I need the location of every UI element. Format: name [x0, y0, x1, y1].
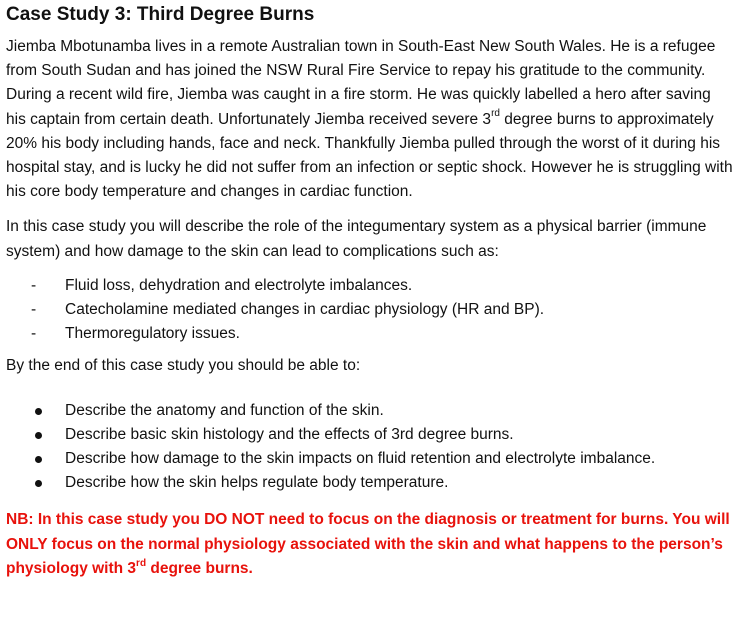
complication-item: - Catecholamine mediated changes in cardiac physiology (HR and BP).: [6, 298, 733, 322]
complications-list: [6, 274, 733, 347]
outcome-text: Describe how the skin helps regulate body temperature.: [65, 474, 449, 492]
outcomes-list: [6, 399, 733, 496]
bullet-icon: [35, 456, 42, 463]
bullet-icon: [35, 480, 42, 487]
outcome-item: [6, 423, 733, 447]
outcome-item: [6, 399, 733, 423]
page-title: Case Study 3: Third Degree Burns: [6, 4, 315, 25]
intro-text-end: degree burns to approximately 20% his body including hands, face and neck. Thankfully Jiemba pulled through the worst of it during his hospital stay, and is lucky he did not suffer from an infection or septic shock. However he is struggling with his core body temperature and changes in cardiac function.: [6, 110, 733, 201]
task-paragraph: In this case study you will describe the role of the integumentary system as a physical barrier (immune system) and how damage to the skin can lead to complications such as:: [6, 218, 707, 260]
complication-item: - Thermoregulatory issues.: [6, 322, 733, 346]
nb-note: [6, 508, 733, 581]
nb-superscript: rd: [136, 557, 147, 569]
outcome-text: Describe the anatomy and function of the skin.: [65, 401, 384, 419]
outcome-item: [6, 447, 733, 471]
outcome-text: Describe how damage to the skin impacts on fluid retention and electrolyte imbalance.: [65, 450, 656, 468]
bullet-icon: [35, 408, 42, 415]
intro-superscript: rd: [491, 108, 500, 120]
complication-item: - Fluid loss, dehydration and electrolyte imbalances.: [6, 274, 733, 298]
bullet-icon: [35, 432, 42, 439]
outcomes-intro: By the end of this case study you should be able to:: [6, 357, 361, 375]
outcome-text: Describe basic skin histology and the effects of 3rd degree burns.: [65, 425, 514, 443]
intro-text-start: Jiemba Mbotunamba lives in a remote Australian town in South-East New South Wales. He is a refugee from South Sudan and has joined the NSW Rural Fire Service to repay his gratitude to the community. During a recent wild fire, Jiemba was caught in a fire storm. He was quickly labelled a hero after saving his captain from certain death. Unfortunately Jiemba received severe 3: [6, 38, 716, 128]
intro-paragraph: [6, 35, 733, 204]
nb-text-start: NB: In this case study you DO NOT need to focus on the diagnosis or treatment for burns. You will ONLY focus on the normal physiology associated with the skin and what happens to the person’s physiology with 3: [6, 511, 730, 577]
outcome-item: [6, 471, 733, 495]
nb-text-end: degree burns.: [146, 559, 253, 577]
